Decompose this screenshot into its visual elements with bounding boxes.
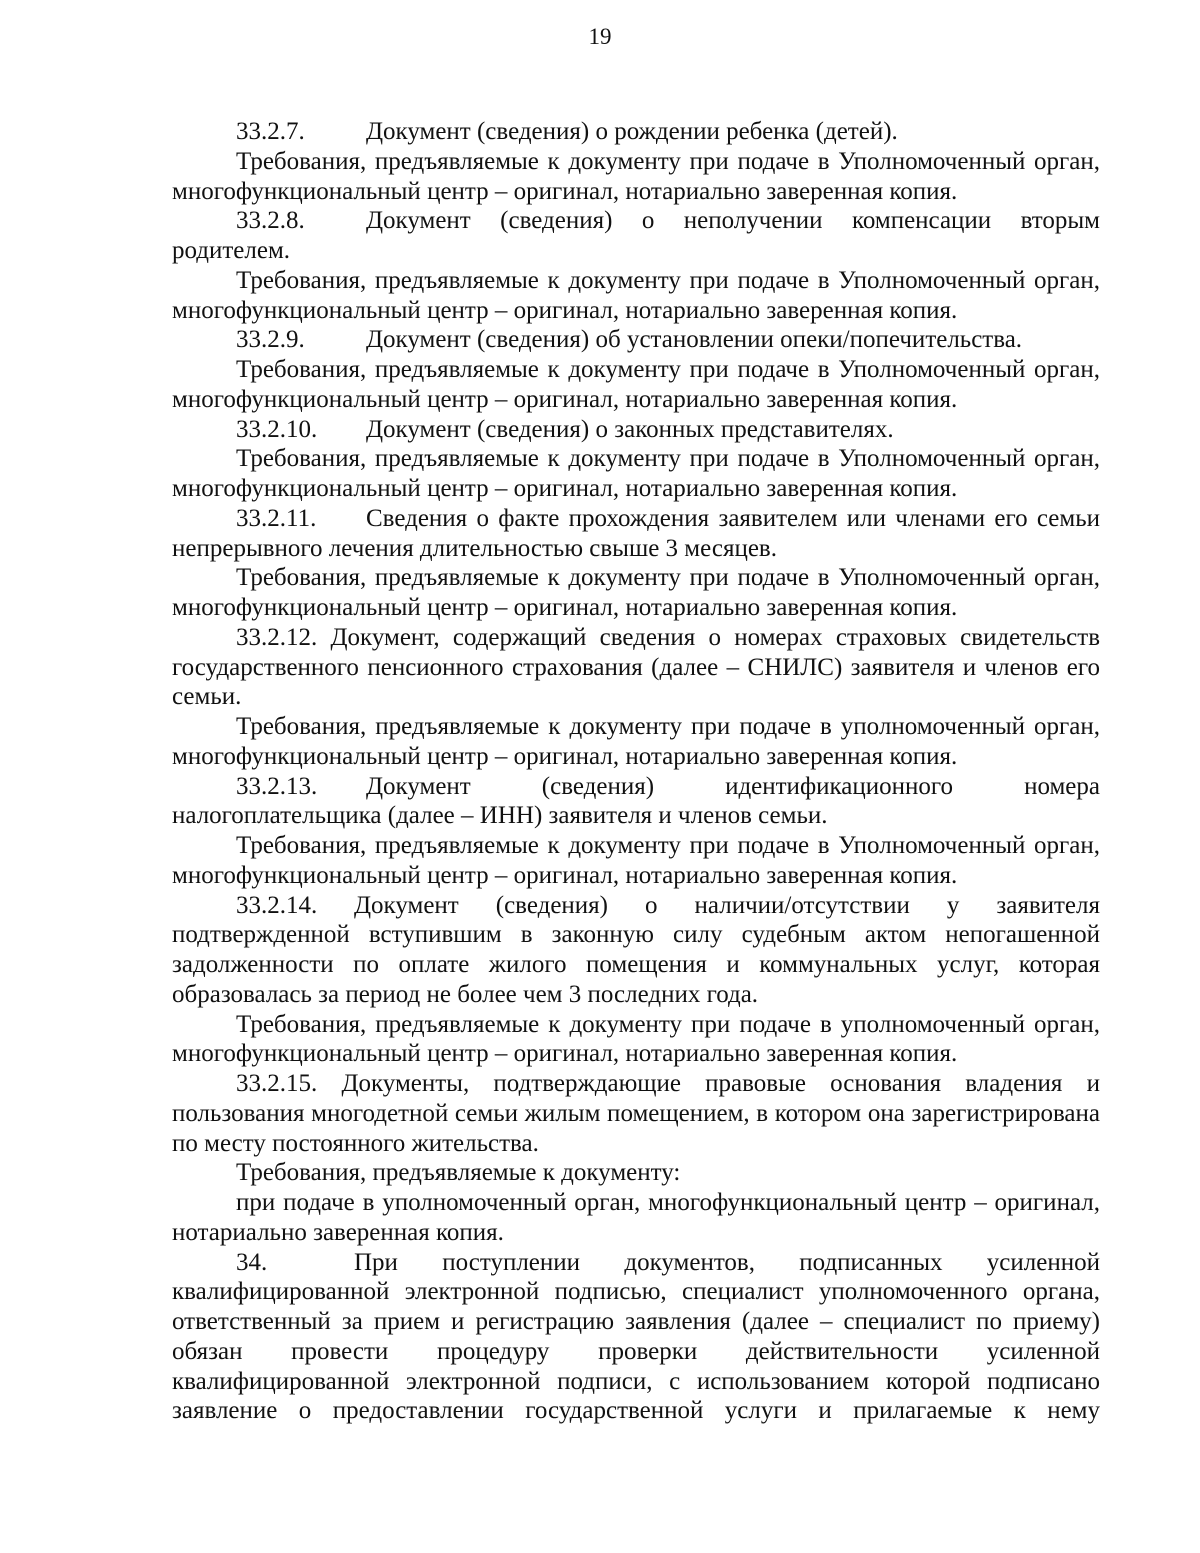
paragraph-33-2-13 — [172, 772, 1100, 832]
clause-number: 33.2.13. — [236, 772, 318, 800]
requirements-paragraph — [172, 355, 1100, 415]
clause-number: 33.2.7. — [236, 118, 305, 145]
paragraph-text: Требования, предъявляемые к документу при подаче в Уполномоченный орган, многофункциональный центр – оригинал, нотариально заверенная копия. — [172, 266, 1100, 324]
clause-number: 33.2.10. — [236, 415, 318, 443]
paragraph-33-2-11 — [172, 504, 1100, 564]
requirements-paragraph — [172, 831, 1100, 891]
clause-number: 33.2.9. — [236, 326, 305, 354]
paragraph-text: Требования, предъявляемые к документу при подаче в Уполномоченный орган, многофункциональный центр – оригинал, нотариально заверенная копия. — [172, 445, 1100, 502]
clause-number: 33.2.14. — [236, 891, 318, 919]
requirements-paragraph — [172, 444, 1100, 504]
paragraph-33-2-15 — [172, 1069, 1100, 1158]
paragraph-text: при подаче в уполномоченный орган, многофункциональный центр – оригинал, нотариально заверенная копия. — [172, 1189, 1100, 1246]
requirements-paragraph — [172, 563, 1100, 623]
paragraph-33-2-8 — [172, 206, 1100, 266]
requirements-paragraph — [172, 1010, 1100, 1070]
paragraph-text: Требования, предъявляемые к документу при подаче в Уполномоченный орган, многофункциональный центр – оригинал, нотариально заверенная копия. — [172, 564, 1100, 621]
clause-number: 34. — [236, 1248, 268, 1276]
clause-number: 33.2.11. — [236, 504, 317, 532]
requirements-heading — [172, 1158, 1100, 1188]
paragraph-text: Документ (сведения) идентификационного номера налогоплательщика (далее – ИНН) заявителя и членов семьи. — [172, 772, 1100, 830]
paragraph-text: Требования, предъявляемые к документу при подаче в уполномоченный орган, многофункциональный центр – оригинал, нотариально заверенная копия. — [172, 1010, 1100, 1068]
paragraph-33-2-14 — [172, 891, 1100, 1010]
paragraph-text: Требования, предъявляемые к документу: — [236, 1159, 681, 1187]
paragraph-text: Документ (сведения) о законных представителях. — [366, 415, 894, 443]
paragraph-text: Документ (сведения) о рождении ребенка (детей). — [366, 118, 898, 145]
paragraph-text: Документ (сведения) об установлении опеки/попечительства. — [366, 326, 1023, 354]
requirements-paragraph — [172, 266, 1100, 326]
paragraph-33-2-7 — [172, 117, 1100, 147]
paragraph-text: 33.2.12. Документ, содержащий сведения о номерах страховых свидетельств государственного пенсионного страхования (далее – СНИЛС) заявителя и членов его семьи. — [172, 623, 1100, 711]
paragraph-33-2-12 — [172, 623, 1100, 712]
paragraph-text: Требования, предъявляемые к документу при подаче в Уполномоченный орган, многофункциональный центр – оригинал, нотариально заверенная копия. — [172, 356, 1100, 413]
requirements-paragraph — [172, 712, 1100, 772]
paragraph-text: Сведения о факте прохождения заявителем или членами его семьи непрерывного лечения длительностью свыше 3 месяцев. — [172, 504, 1100, 562]
requirements-paragraph — [172, 147, 1100, 207]
paragraph-text: Документ (сведения) о неполучении компенсации вторым родителем. — [172, 207, 1100, 264]
paragraph-text: 33.2.15. Документы, подтверждающие правовые основания владения и пользования многодетной семьи жилым помещением, в котором она зарегистрирована по месту постоянного жительства. — [172, 1070, 1100, 1157]
paragraph-text: Требования, предъявляемые к документу при подаче в уполномоченный орган, многофункциональный центр – оригинал, нотариально заверенная копия. — [172, 713, 1100, 770]
paragraph-text: Требования, предъявляемые к документу при подаче в Уполномоченный орган, многофункциональный центр – оригинал, нотариально заверенная копия. — [172, 832, 1100, 889]
paragraph-text: Требования, предъявляемые к документу при подаче в Уполномоченный орган, многофункциональный центр – оригинал, нотариально заверенная копия. — [172, 147, 1100, 205]
paragraph-text: Документ (сведения) о наличии/отсутствии у заявителя подтвержденной вступившим в законную силу судебным актом непогашенной задолженности по оплате жилого помещения и коммунальных услуг, которая образовалась за период не более чем 3 последних года. — [172, 891, 1100, 1008]
paragraph-text: При поступлении документов, подписанных усиленной квалифицированной электронной подписью, специалист уполномоченного органа, ответственный за прием и регистрацию заявления (далее – специалист по приему) обязан провести процедуру проверки действительности усиленной квалифицированной электронной подписи, с использованием которой подписано заявление о предоставлении государственной услуги и прилагаемые к нему — [172, 1248, 1100, 1425]
page-number: 19 — [588, 24, 612, 49]
paragraph-34 — [172, 1248, 1100, 1427]
clause-number: 33.2.8. — [236, 207, 305, 235]
requirements-paragraph — [172, 1188, 1100, 1248]
document-body — [172, 117, 1100, 1426]
paragraph-33-2-10 — [172, 415, 1100, 445]
paragraph-33-2-9 — [172, 325, 1100, 355]
